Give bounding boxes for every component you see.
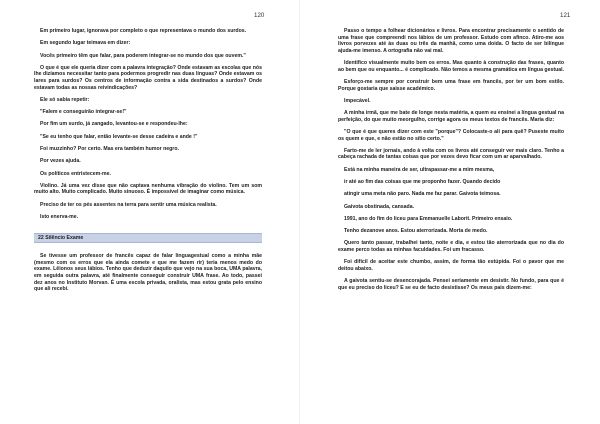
left-page-number: 120 — [254, 12, 265, 19]
paragraph: Quero tanto passar, trabalhei tanto, noite e dia, e estou tão aterrorizada que no dia do exame perco todas as minhas faculdades. Foi um fracasso. — [338, 240, 564, 253]
paragraph: 1991, ano do fim do liceu para Emmanuelle Laborit. Primeiro ensaio. — [344, 215, 513, 222]
paragraph: A gaivota sentiu-se desencorajada. Pensei seriamente em desistir. No fundo, para que é que eu preciso do liceu? E se eu de facto desistisse? Os meus pais dizem-me: — [338, 278, 564, 291]
paragraph: "Falem e conseguirão integrar-se!" — [40, 109, 127, 116]
right-page-body — [338, 28, 564, 297]
right-page — [300, 0, 600, 424]
right-page-number: 121 — [560, 12, 571, 19]
paragraph: "O que é que queres dizer com este "porque"? Colocaste-o ali para quê? Puseste muito os quem e que, e não estão no sítio certo." — [338, 128, 564, 142]
paragraph: Isto enerva-me. — [40, 214, 79, 221]
paragraph: ir até ao fim das coisas que me proponho fazer. Quando decido — [344, 179, 501, 185]
paragraph: Ele só sabia repetir: — [40, 96, 90, 103]
paragraph: Em segundo lugar teimava em dizer: — [40, 40, 131, 47]
paragraph: Impecável. — [344, 97, 371, 104]
paragraph: Está na minha maneira de ser, ultrapassar-me a mim mesma, — [344, 166, 495, 173]
paragraph: Por fim um surdo, já zangado, levantou-se e respondeu-lhe: — [40, 121, 188, 128]
left-paragraphs-before — [34, 28, 262, 221]
paragraph: Esforço-me sempre por construir bem uma frase em francês, por ter um bom estilo. Porque gostaria que saisse académico. — [338, 78, 564, 92]
paragraph: A minha irmã, que me bate de longe nesta matéria, a quem eu ensinei a língua gestual na perfeição, do que muito meorgulho, corrige agora os meus textos de francês. Maria diz: — [338, 110, 564, 123]
section-title: 22 Silêncio Exame — [38, 234, 84, 241]
paragraph: atingir uma meta não paro. Nada me faz parar. Gaivota teimosa. — [344, 191, 501, 198]
paragraph: Identifico visualmente muito bem os erros. Mas quanto à construção das frases, quanto ao bem que ou enquanto... é complicado. Não temos a mesma gramática em língua gestual. — [338, 60, 565, 73]
paragraph: Tenho dezanove anos. Estou aterrorizada. Morta de medo. — [344, 228, 488, 235]
paragraph: O que é que ele queria dizer com a palavra integração? Onde estavam as escolas que nós lhe dizíamos necessitar tanto para podermos progredir nas duas línguas? Onde estavam os lares para surdos? Os centros de informação contra a sida destinados a surdos? Onde estavam todas as nossas reivindicações? — [34, 64, 262, 91]
paragraph: Gaivota obstinada, cansada. — [344, 203, 415, 210]
paragraph: Por vezes ajuda. — [40, 158, 81, 165]
paragraph: Foi difícil de aceitar este chumbo, assim, de forma tão estúpida. Foi o pavor que me deitou abaixo. — [338, 259, 564, 272]
paragraph: Se tivesse um professor de francês capaz de falar linguagestual como a minha mãe (mesmo com os erros que ela ainda comete e que me fazem rir) teria menos medo do exame. Lêionos seus lábios. Tenho que deduzir daquilo que vejo na sua boca, UMA palavra, em seguida outra palavra, até finalmente conseguir construir UMA frase. Ao todo, passei dez anos no Instituto Morvan. É uma escola privada, oralista, mas estou grata pelo ensino que ali recebi. — [34, 253, 262, 293]
left-paragraphs-after — [34, 253, 262, 293]
left-page-body — [34, 28, 262, 298]
paragraph: Farto-me de ler jornais, ando à volta com os livros até conseguir ver mais claro. Tenho a cabeça rachada de tantas coisas que por vezes devo ficar com um ar aparvalhado. — [338, 147, 564, 161]
paragraph: Vocês primeiro têm que falar, para poderem integrar-se no mundo dos que ouvem." — [40, 52, 246, 59]
right-paragraphs — [338, 28, 564, 291]
paragraph: Os políticos entristecem-me. — [40, 170, 111, 177]
paragraph: Preciso de ter os pés assentes na terra para sentir uma música realista. — [40, 201, 217, 208]
paragraph: "Se eu tenho que falar, então levante-se desse cadeira e ande !" — [40, 133, 198, 140]
paragraph: Foi muzzinho? Por certo. Mas era também humor negro. — [40, 146, 179, 153]
paragraph: Violino. Já uma vez disse que não captava nenhuma vibração do violino. Tem um som muito alto. Muito complicado. Muito sinuoso. É impossível de imaginar como música. — [34, 182, 262, 196]
paragraph: Em primeiro lugar, ignorava por completo o que representava o mundo dos surdos. — [40, 28, 247, 34]
paragraph: Passo o tempo a folhear dicionários e livros. Para encontrar precisamente o sentido de uma frase que compreendi nos lábios de um professor. Estudo com afinco. Atiro-me aos livros porvezes até às duas ou três da manhã, como uma doida. O facto de ser bilíngue ajuda-me imenso. A ortografia não vai mal. — [338, 28, 564, 54]
section-heading — [34, 233, 262, 244]
